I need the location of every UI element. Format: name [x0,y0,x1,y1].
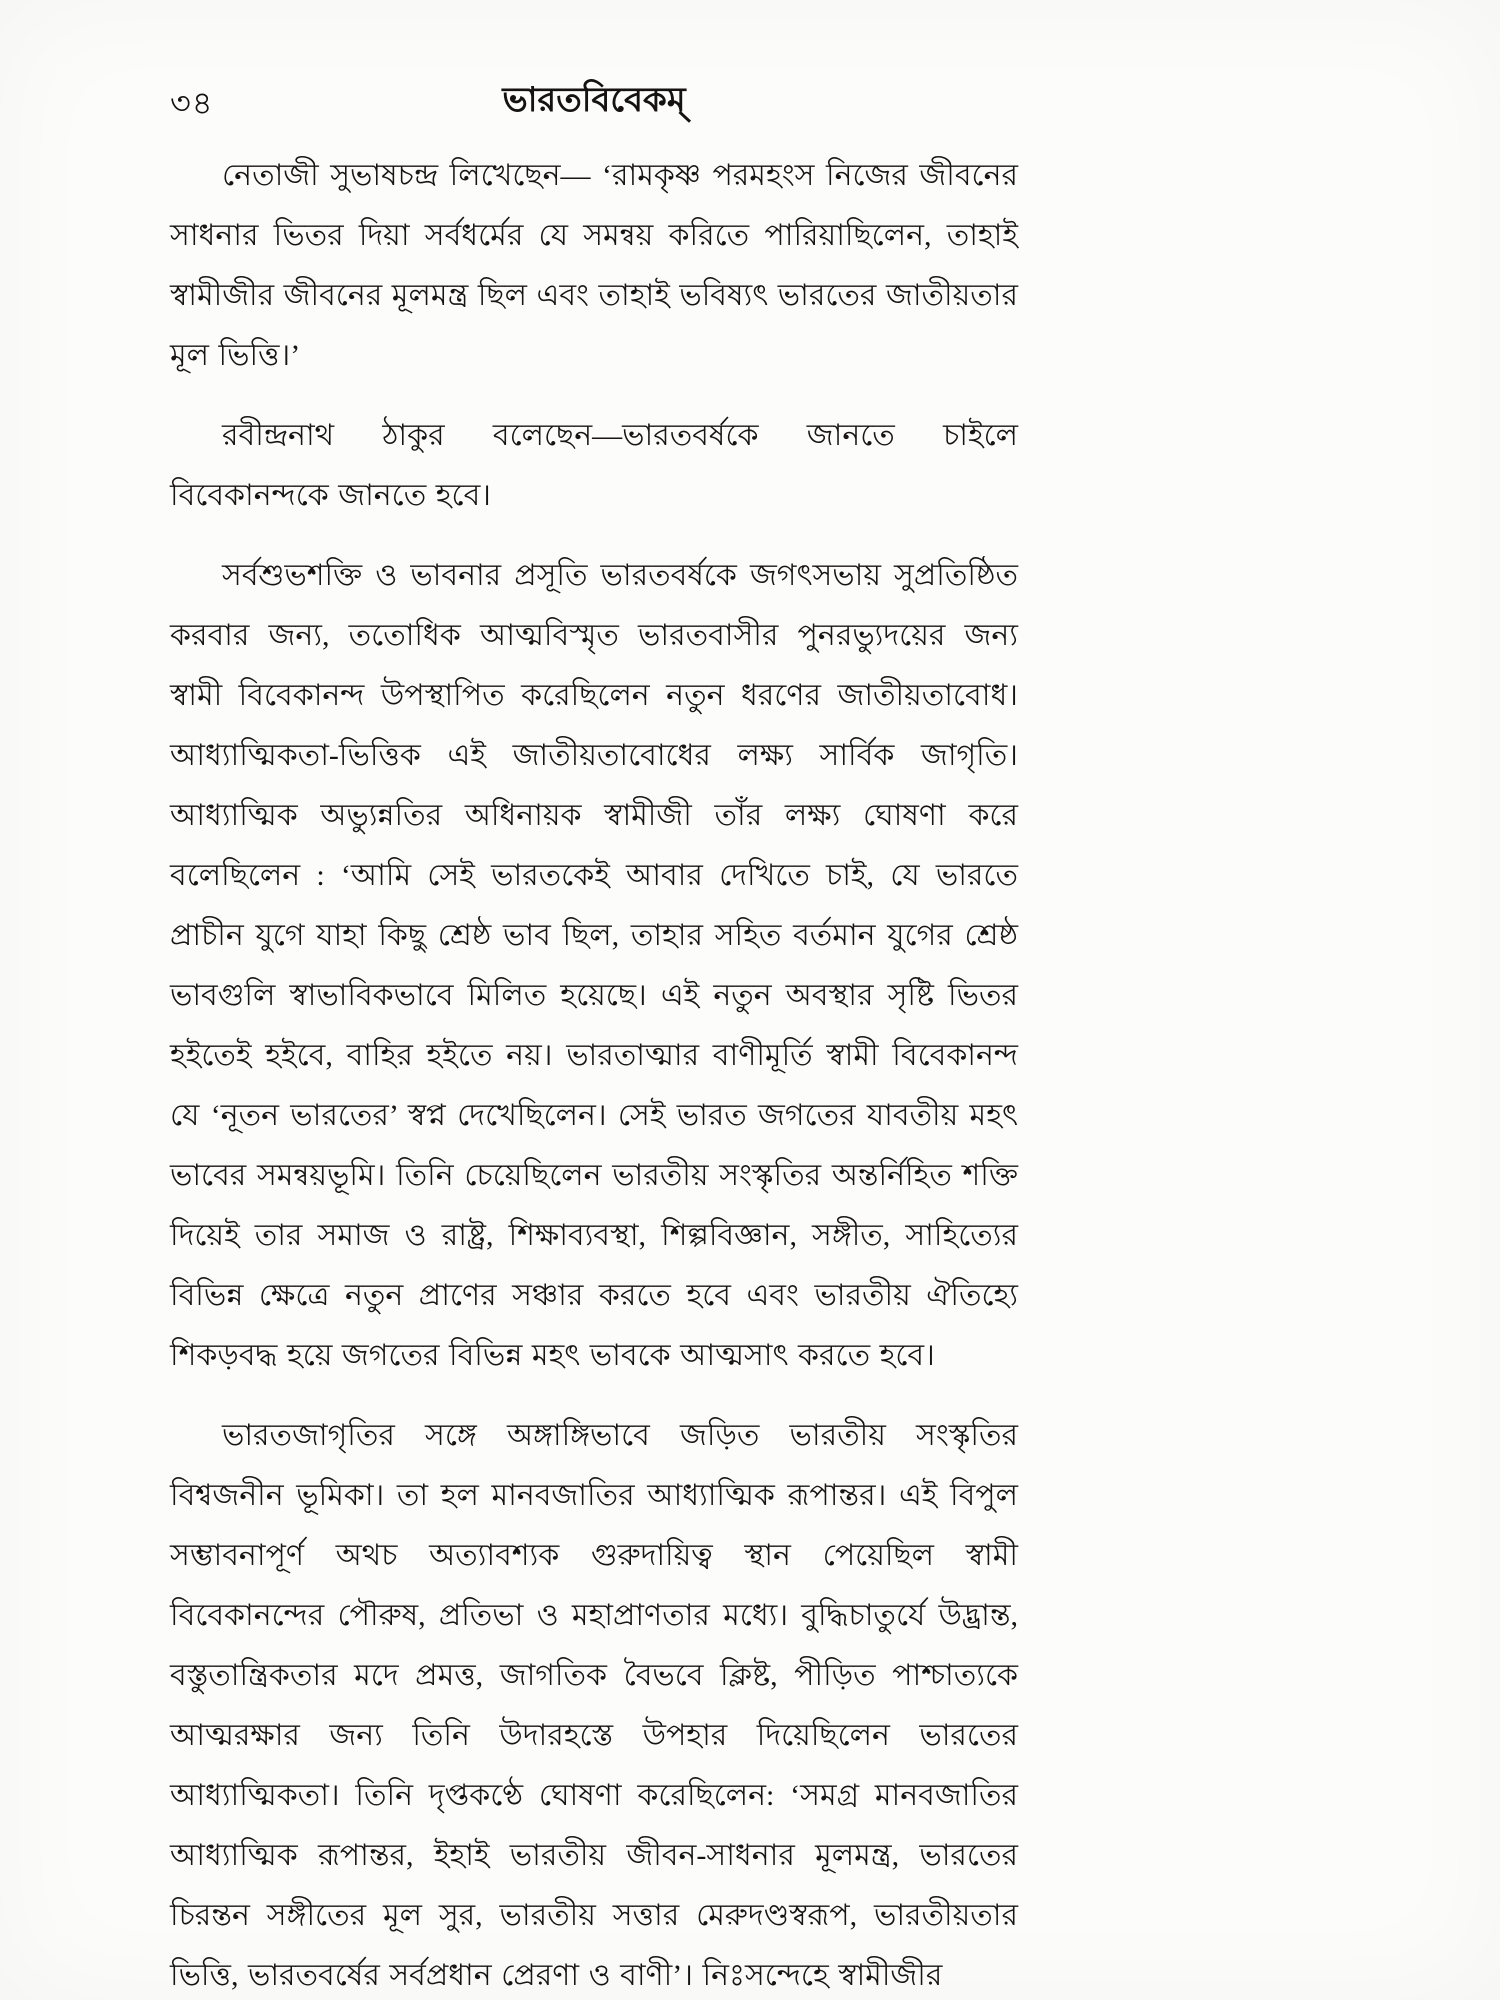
body-text [170,146,1018,2000]
text-column [170,70,1018,2000]
page-header [170,70,1018,132]
page-number: ৩৪ [170,85,214,121]
page-title: ভারতবিবেকম্ [502,82,686,119]
paragraph: নেতাজী সুভাষচন্দ্র লিখেছেন— ‘রামকৃষ্ণ পরমহংস নিজের জীবনের সাধনার ভিতর দিয়া সর্বধর্মের যে সমন্বয় করিতে পারিয়াছিলেন, তাহাই স্বামীজীর জীবনের মূলমন্ত্র ছিল এবং তাহাই ভবিষ্যৎ ভারতের জাতীয়তার মূল ভিত্তি।’ [170,159,1018,372]
paragraph: সর্বশুভশক্তি ও ভাবনার প্রসূতি ভারতবর্ষকে জগৎসভায় সুপ্রতিষ্ঠিত করবার জন্য, ততোধিক আত্মবিস্মৃত ভারতবাসীর পুনরভ্যুদয়ের জন্য স্বামী বিবেকানন্দ উপস্থাপিত করেছিলেন নতুন ধরণের জাতীয়তাবোধ। আধ্যাত্মিকতা-ভিত্তিক এই জাতীয়তাবোধের লক্ষ্য সার্বিক জাগৃতি। আধ্যাত্মিক অভ্যুন্নতির অধিনায়ক স্বামীজী তাঁর লক্ষ্য ঘোষণা করে বলেছিলেন : ‘আমি সেই ভারতকেই আবার দেখিতে চাই, যে ভারতে প্রাচীন যুগে যাহা কিছু শ্রেষ্ঠ ভাব ছিল, তাহার সহিত বর্তমান যুগের শ্রেষ্ঠ ভাবগুলি স্বাভাবিকভাবে মিলিত হয়েছে। এই নতুন অবস্থার সৃষ্টি ভিতর হইতেই হইবে, বাহির হইতে নয়। ভারতাত্মার বাণীমূর্তি স্বামী বিবেকানন্দ যে ‘নূতন ভারতের’ স্বপ্ন দেখেছিলেন। সেই ভারত জগতের যাবতীয় মহৎ ভাবের সমন্বয়ভূমি। তিনি চেয়েছিলেন ভারতীয় সংস্কৃতির অন্তর্নিহিত শক্তি দিয়েই তার সমাজ ও রাষ্ট্র, শিক্ষাব্যবস্থা, শিল্পবিজ্ঞান, সঙ্গীত, সাহিত্যের বিভিন্ন ক্ষেত্রে নতুন প্রাণের সঞ্চার করতে হবে এবং ভারতীয় ঐতিহ্যে শিকড়বদ্ধ হয়ে জগতের বিভিন্ন মহৎ ভাবকে আত্মসাৎ করতে হবে। [170,559,1018,1372]
paragraph: রবীন্দ্রনাথ ঠাকুর বলেছেন—ভারতবর্ষকে জানতে চাইলে বিবেকানন্দকে জানতে হবে। [170,419,1018,512]
paragraph: ভারতজাগৃতির সঙ্গে অঙ্গাঙ্গিভাবে জড়িত ভারতীয় সংস্কৃতির বিশ্বজনীন ভূমিকা। তা হল মানবজাতির আধ্যাত্মিক রূপান্তর। এই বিপুল সম্ভাবনাপূর্ণ অথচ অত্যাবশ্যক গুরুদায়িত্ব স্থান পেয়েছিল স্বামী বিবেকানন্দের পৌরুষ, প্রতিভা ও মহাপ্রাণতার মধ্যে। বুদ্ধিচাতুর্যে উদ্ভ্রান্ত, বস্তুতান্ত্রিকতার মদে প্রমত্ত, জাগতিক বৈভবে ক্লিষ্ট, পীড়িত পাশ্চাত্যকে আত্মরক্ষার জন্য তিনি উদারহস্তে উপহার দিয়েছিলেন ভারতের আধ্যাত্মিকতা। তিনি দৃপ্তকণ্ঠে ঘোষণা করেছিলেন: ‘সমগ্র মানবজাতির আধ্যাত্মিক রূপান্তর, ইহাই ভারতীয় জীবন-সাধনার মূলমন্ত্র, ভারতের চিরন্তন সঙ্গীতের মূল সুর, ভারতীয় সত্তার মেরুদণ্ডস্বরূপ, ভারতীয়তার ভিত্তি, ভারতবর্ষের সর্বপ্রধান প্রেরণা ও বাণী’। নিঃসন্দেহে স্বামীজীর [170,1419,1018,1992]
